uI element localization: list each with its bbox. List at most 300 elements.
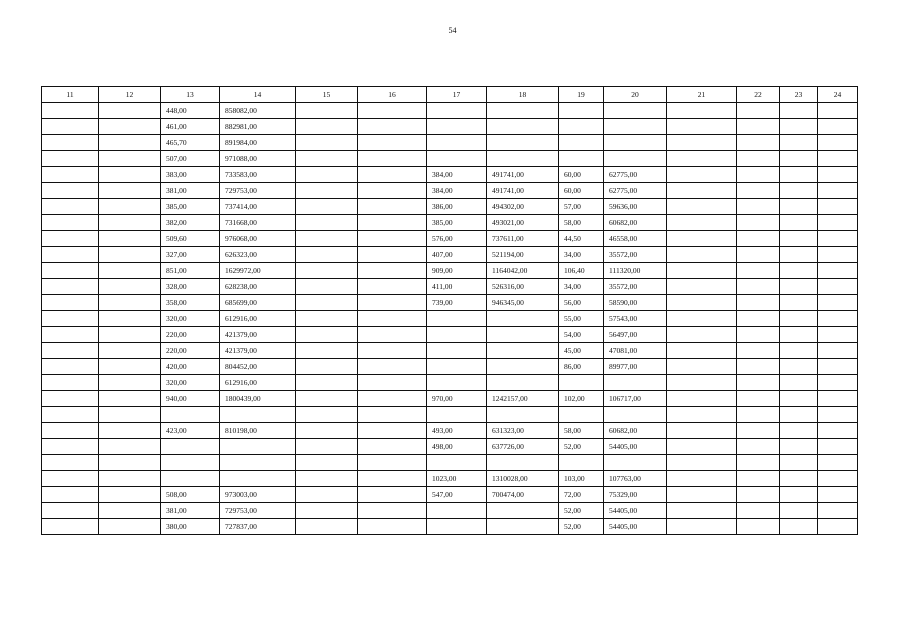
table-cell-col-17: 576,00 — [427, 231, 487, 247]
table-row — [42, 455, 858, 471]
table-cell-col-12 — [99, 135, 161, 151]
table-cell-col-22 — [737, 391, 780, 407]
table-cell-col-16 — [358, 247, 427, 263]
column-header-20: 20 — [604, 87, 667, 103]
table-cell-col-20: 106717,00 — [604, 391, 667, 407]
table-cell-col-21 — [667, 167, 737, 183]
table-cell-col-18 — [487, 151, 559, 167]
table-cell-col-20: 59636,00 — [604, 199, 667, 215]
table-cell-col-24 — [818, 455, 858, 471]
table-cell-col-22 — [737, 231, 780, 247]
table-cell-col-19: 58,00 — [559, 215, 604, 231]
table-cell-col-18: 1242157,00 — [487, 391, 559, 407]
table-cell-col-22 — [737, 471, 780, 487]
table-cell-col-15 — [296, 519, 358, 535]
column-header-11: 11 — [42, 87, 99, 103]
table-cell-col-19 — [559, 375, 604, 391]
table-cell-col-13: 382,00 — [161, 215, 220, 231]
table-cell-col-12 — [99, 247, 161, 263]
table-cell-col-12 — [99, 423, 161, 439]
table-cell-col-11 — [42, 231, 99, 247]
table-cell-col-22 — [737, 311, 780, 327]
table-cell-col-18 — [487, 103, 559, 119]
table-row — [42, 311, 858, 327]
table-cell-col-13: 509,60 — [161, 231, 220, 247]
table-cell-col-18 — [487, 519, 559, 535]
table-cell-col-23 — [780, 375, 818, 391]
table-cell-col-19: 60,00 — [559, 167, 604, 183]
table-cell-col-11 — [42, 183, 99, 199]
table-cell-col-24 — [818, 311, 858, 327]
table-cell-col-18 — [487, 407, 559, 423]
table-cell-col-13: 383,00 — [161, 167, 220, 183]
table-row — [42, 327, 858, 343]
table-cell-col-23 — [780, 439, 818, 455]
table-cell-col-13 — [161, 471, 220, 487]
table-cell-col-12 — [99, 503, 161, 519]
table-cell-col-13: 220,00 — [161, 327, 220, 343]
table-row — [42, 215, 858, 231]
table-cell-col-14: 729753,00 — [220, 183, 296, 199]
table-cell-col-14: 804452,00 — [220, 359, 296, 375]
table-cell-col-19: 58,00 — [559, 423, 604, 439]
table-cell-col-16 — [358, 295, 427, 311]
table-cell-col-14: 729753,00 — [220, 503, 296, 519]
table-cell-col-14: 973003,00 — [220, 487, 296, 503]
table-row — [42, 279, 858, 295]
table-cell-col-11 — [42, 135, 99, 151]
table-cell-col-12 — [99, 439, 161, 455]
table-cell-col-13 — [161, 439, 220, 455]
table-cell-col-24 — [818, 439, 858, 455]
table-cell-col-24 — [818, 247, 858, 263]
table-cell-col-24 — [818, 423, 858, 439]
column-header-18: 18 — [487, 87, 559, 103]
table-cell-col-21 — [667, 391, 737, 407]
table-cell-col-18: 737611,00 — [487, 231, 559, 247]
table-cell-col-19: 52,00 — [559, 519, 604, 535]
table-cell-col-14: 421379,00 — [220, 343, 296, 359]
table-cell-col-18 — [487, 343, 559, 359]
table-cell-col-19: 86,00 — [559, 359, 604, 375]
table-cell-col-17 — [427, 119, 487, 135]
table-cell-col-19 — [559, 151, 604, 167]
column-header-19: 19 — [559, 87, 604, 103]
table-cell-col-24 — [818, 199, 858, 215]
table-cell-col-11 — [42, 167, 99, 183]
table-cell-col-15 — [296, 215, 358, 231]
table-cell-col-18 — [487, 375, 559, 391]
table-cell-col-13: 320,00 — [161, 311, 220, 327]
table-cell-col-20: 35572,00 — [604, 247, 667, 263]
table-cell-col-18 — [487, 311, 559, 327]
table-cell-col-23 — [780, 407, 818, 423]
table-cell-col-21 — [667, 151, 737, 167]
table-cell-col-11 — [42, 343, 99, 359]
table-cell-col-13: 423,00 — [161, 423, 220, 439]
table-cell-col-21 — [667, 455, 737, 471]
table-cell-col-21 — [667, 247, 737, 263]
table-cell-col-12 — [99, 295, 161, 311]
table-cell-col-16 — [358, 455, 427, 471]
table-cell-col-17: 411,00 — [427, 279, 487, 295]
table-cell-col-24 — [818, 407, 858, 423]
page-number: 54 — [448, 26, 457, 35]
table-row — [42, 471, 858, 487]
table-cell-col-20: 47081,00 — [604, 343, 667, 359]
table-cell-col-16 — [358, 279, 427, 295]
table-cell-col-20: 35572,00 — [604, 279, 667, 295]
table-cell-col-19: 34,00 — [559, 279, 604, 295]
table-cell-col-15 — [296, 247, 358, 263]
table-cell-col-24 — [818, 359, 858, 375]
table-cell-col-12 — [99, 455, 161, 471]
table-cell-col-12 — [99, 279, 161, 295]
table-cell-col-17: 384,00 — [427, 167, 487, 183]
table-cell-col-21 — [667, 183, 737, 199]
table-cell-col-22 — [737, 183, 780, 199]
table-cell-col-14: 858082,00 — [220, 103, 296, 119]
table-cell-col-23 — [780, 183, 818, 199]
table-cell-col-12 — [99, 407, 161, 423]
table-cell-col-24 — [818, 263, 858, 279]
table-cell-col-16 — [358, 263, 427, 279]
table-cell-col-12 — [99, 375, 161, 391]
table-cell-col-14: 810198,00 — [220, 423, 296, 439]
table-cell-col-16 — [358, 439, 427, 455]
table-cell-col-22 — [737, 455, 780, 471]
table-cell-col-11 — [42, 199, 99, 215]
table-cell-col-24 — [818, 167, 858, 183]
table-cell-col-20: 89977,00 — [604, 359, 667, 375]
table-cell-col-23 — [780, 455, 818, 471]
table-cell-col-21 — [667, 407, 737, 423]
table-cell-col-19: 56,00 — [559, 295, 604, 311]
table-cell-col-13: 328,00 — [161, 279, 220, 295]
table-cell-col-17 — [427, 359, 487, 375]
table-cell-col-19: 52,00 — [559, 439, 604, 455]
table-cell-col-15 — [296, 455, 358, 471]
table-cell-col-17 — [427, 135, 487, 151]
table-cell-col-13: 381,00 — [161, 503, 220, 519]
table-cell-col-20: 54405,00 — [604, 519, 667, 535]
table-cell-col-11 — [42, 487, 99, 503]
table-cell-col-13: 508,00 — [161, 487, 220, 503]
table-cell-col-22 — [737, 327, 780, 343]
table-cell-col-12 — [99, 151, 161, 167]
table-cell-col-21 — [667, 327, 737, 343]
table-cell-col-14: 976068,00 — [220, 231, 296, 247]
table-cell-col-14: 628238,00 — [220, 279, 296, 295]
table-cell-col-14: 612916,00 — [220, 311, 296, 327]
table-cell-col-18: 1164042,00 — [487, 263, 559, 279]
table-cell-col-23 — [780, 103, 818, 119]
table-cell-col-15 — [296, 135, 358, 151]
table-cell-col-16 — [358, 487, 427, 503]
table-cell-col-23 — [780, 135, 818, 151]
table-cell-col-22 — [737, 407, 780, 423]
table-cell-col-11 — [42, 247, 99, 263]
table-cell-col-18: 491741,00 — [487, 183, 559, 199]
table-cell-col-11 — [42, 471, 99, 487]
table-cell-col-20 — [604, 455, 667, 471]
table-cell-col-17 — [427, 151, 487, 167]
table-cell-col-21 — [667, 311, 737, 327]
table-cell-col-15 — [296, 471, 358, 487]
table-cell-col-16 — [358, 119, 427, 135]
table-cell-col-17: 1023,00 — [427, 471, 487, 487]
table-cell-col-17 — [427, 343, 487, 359]
table-cell-col-24 — [818, 119, 858, 135]
column-header-22: 22 — [737, 87, 780, 103]
table-cell-col-15 — [296, 183, 358, 199]
table-cell-col-23 — [780, 391, 818, 407]
header-row — [42, 87, 858, 103]
table-cell-col-20: 60682,00 — [604, 423, 667, 439]
table-cell-col-12 — [99, 519, 161, 535]
table-cell-col-14: 882981,00 — [220, 119, 296, 135]
table-cell-col-18: 631323,00 — [487, 423, 559, 439]
column-header-12: 12 — [99, 87, 161, 103]
table-cell-col-15 — [296, 487, 358, 503]
table-cell-col-14: 733583,00 — [220, 167, 296, 183]
table-cell-col-12 — [99, 343, 161, 359]
table-cell-col-19: 103,00 — [559, 471, 604, 487]
table-cell-col-24 — [818, 327, 858, 343]
table-cell-col-14: 737414,00 — [220, 199, 296, 215]
table-cell-col-21 — [667, 439, 737, 455]
table-cell-col-17: 498,00 — [427, 439, 487, 455]
table-cell-col-24 — [818, 487, 858, 503]
table-cell-col-14: 731668,00 — [220, 215, 296, 231]
table-cell-col-11 — [42, 311, 99, 327]
table-cell-col-23 — [780, 119, 818, 135]
table-cell-col-21 — [667, 503, 737, 519]
table-cell-col-21 — [667, 199, 737, 215]
table-cell-col-23 — [780, 247, 818, 263]
table-row — [42, 167, 858, 183]
table-cell-col-23 — [780, 295, 818, 311]
table-row — [42, 423, 858, 439]
table-cell-col-15 — [296, 423, 358, 439]
table-cell-col-22 — [737, 103, 780, 119]
table-cell-col-21 — [667, 231, 737, 247]
table-cell-col-16 — [358, 135, 427, 151]
table-cell-col-12 — [99, 487, 161, 503]
table-cell-col-19: 60,00 — [559, 183, 604, 199]
table-cell-col-11 — [42, 391, 99, 407]
table-cell-col-18: 521194,00 — [487, 247, 559, 263]
table-cell-col-15 — [296, 407, 358, 423]
table-cell-col-21 — [667, 263, 737, 279]
table-cell-col-13: 461,00 — [161, 119, 220, 135]
table-cell-col-22 — [737, 343, 780, 359]
table-cell-col-22 — [737, 487, 780, 503]
table-cell-col-16 — [358, 407, 427, 423]
table-cell-col-11 — [42, 151, 99, 167]
table-cell-col-24 — [818, 295, 858, 311]
table-cell-col-21 — [667, 343, 737, 359]
table-cell-col-12 — [99, 103, 161, 119]
table-cell-col-11 — [42, 215, 99, 231]
column-header-15: 15 — [296, 87, 358, 103]
table-row — [42, 487, 858, 503]
table-cell-col-12 — [99, 167, 161, 183]
data-table — [41, 86, 858, 535]
table-cell-col-16 — [358, 167, 427, 183]
table-row — [42, 503, 858, 519]
table-cell-col-19 — [559, 135, 604, 151]
table-cell-col-19: 55,00 — [559, 311, 604, 327]
table-cell-col-14 — [220, 471, 296, 487]
table-cell-col-11 — [42, 359, 99, 375]
table-cell-col-21 — [667, 119, 737, 135]
table-cell-col-23 — [780, 263, 818, 279]
table-cell-col-11 — [42, 423, 99, 439]
table-cell-col-14: 421379,00 — [220, 327, 296, 343]
table-cell-col-22 — [737, 503, 780, 519]
table-cell-col-22 — [737, 359, 780, 375]
table-cell-col-21 — [667, 487, 737, 503]
table-cell-col-12 — [99, 231, 161, 247]
table-cell-col-21 — [667, 135, 737, 151]
table-cell-col-14: 727837,00 — [220, 519, 296, 535]
table-cell-col-17 — [427, 455, 487, 471]
table-cell-col-22 — [737, 439, 780, 455]
table-cell-col-19: 57,00 — [559, 199, 604, 215]
table-cell-col-22 — [737, 263, 780, 279]
table-cell-col-16 — [358, 151, 427, 167]
table-cell-col-13: 381,00 — [161, 183, 220, 199]
table-cell-col-15 — [296, 231, 358, 247]
table-cell-col-19: 54,00 — [559, 327, 604, 343]
table-cell-col-20: 62775,00 — [604, 183, 667, 199]
table-cell-col-20 — [604, 135, 667, 151]
table-cell-col-16 — [358, 471, 427, 487]
table-cell-col-22 — [737, 295, 780, 311]
table-cell-col-21 — [667, 519, 737, 535]
table-cell-col-18: 491741,00 — [487, 167, 559, 183]
table-cell-col-20: 58590,00 — [604, 295, 667, 311]
table-cell-col-18: 494302,00 — [487, 199, 559, 215]
table-cell-col-19 — [559, 103, 604, 119]
column-header-21: 21 — [667, 87, 737, 103]
table-cell-col-23 — [780, 167, 818, 183]
table-cell-col-24 — [818, 279, 858, 295]
table-cell-col-20: 107763,00 — [604, 471, 667, 487]
table-row — [42, 151, 858, 167]
table-cell-col-23 — [780, 215, 818, 231]
table-cell-col-13: 327,00 — [161, 247, 220, 263]
table-cell-col-15 — [296, 199, 358, 215]
table-cell-col-15 — [296, 391, 358, 407]
table-cell-col-17 — [427, 375, 487, 391]
table-row — [42, 295, 858, 311]
table-row — [42, 343, 858, 359]
table-cell-col-11 — [42, 279, 99, 295]
table-cell-col-13: 385,00 — [161, 199, 220, 215]
table-cell-col-17: 407,00 — [427, 247, 487, 263]
table-cell-col-13: 380,00 — [161, 519, 220, 535]
table-row — [42, 439, 858, 455]
table-cell-col-23 — [780, 343, 818, 359]
table-row — [42, 391, 858, 407]
table-cell-col-15 — [296, 151, 358, 167]
table-cell-col-14 — [220, 439, 296, 455]
table-cell-col-11 — [42, 103, 99, 119]
table-cell-col-19 — [559, 455, 604, 471]
table-row — [42, 103, 858, 119]
table-cell-col-24 — [818, 215, 858, 231]
table-cell-col-12 — [99, 263, 161, 279]
table-cell-col-20 — [604, 151, 667, 167]
table-cell-col-20: 56497,00 — [604, 327, 667, 343]
table-cell-col-15 — [296, 279, 358, 295]
table-cell-col-22 — [737, 199, 780, 215]
table-cell-col-24 — [818, 183, 858, 199]
table-cell-col-24 — [818, 391, 858, 407]
table-cell-col-23 — [780, 423, 818, 439]
table-cell-col-12 — [99, 215, 161, 231]
table-cell-col-16 — [358, 215, 427, 231]
table-cell-col-19: 106,40 — [559, 263, 604, 279]
table-cell-col-24 — [818, 471, 858, 487]
table-cell-col-23 — [780, 519, 818, 535]
table-cell-col-16 — [358, 391, 427, 407]
table-cell-col-22 — [737, 151, 780, 167]
table-cell-col-23 — [780, 151, 818, 167]
table-cell-col-16 — [358, 183, 427, 199]
table-cell-col-11 — [42, 327, 99, 343]
table-cell-col-16 — [358, 519, 427, 535]
table-cell-col-15 — [296, 119, 358, 135]
table-cell-col-12 — [99, 391, 161, 407]
table-cell-col-24 — [818, 503, 858, 519]
table-cell-col-12 — [99, 119, 161, 135]
table-cell-col-20: 54405,00 — [604, 439, 667, 455]
table-cell-col-11 — [42, 375, 99, 391]
table-cell-col-13 — [161, 455, 220, 471]
table-row — [42, 519, 858, 535]
table-cell-col-18: 700474,00 — [487, 487, 559, 503]
table-cell-col-14: 685699,00 — [220, 295, 296, 311]
table-cell-col-19 — [559, 407, 604, 423]
table-cell-col-15 — [296, 439, 358, 455]
table-cell-col-15 — [296, 311, 358, 327]
table-cell-col-15 — [296, 503, 358, 519]
table-cell-col-22 — [737, 215, 780, 231]
table-cell-col-11 — [42, 455, 99, 471]
table-cell-col-14: 612916,00 — [220, 375, 296, 391]
table-cell-col-13: 320,00 — [161, 375, 220, 391]
table-cell-col-16 — [358, 103, 427, 119]
table-cell-col-18 — [487, 119, 559, 135]
table-cell-col-23 — [780, 199, 818, 215]
table-cell-col-21 — [667, 215, 737, 231]
table-cell-col-14: 1629972,00 — [220, 263, 296, 279]
table-cell-col-24 — [818, 343, 858, 359]
table-cell-col-15 — [296, 359, 358, 375]
table-cell-col-17: 547,00 — [427, 487, 487, 503]
table-cell-col-20 — [604, 375, 667, 391]
table-cell-col-24 — [818, 231, 858, 247]
table-cell-col-13: 420,00 — [161, 359, 220, 375]
table-cell-col-20: 54405,00 — [604, 503, 667, 519]
table-cell-col-22 — [737, 519, 780, 535]
table-cell-col-15 — [296, 103, 358, 119]
table-cell-col-22 — [737, 423, 780, 439]
table-cell-col-17: 385,00 — [427, 215, 487, 231]
